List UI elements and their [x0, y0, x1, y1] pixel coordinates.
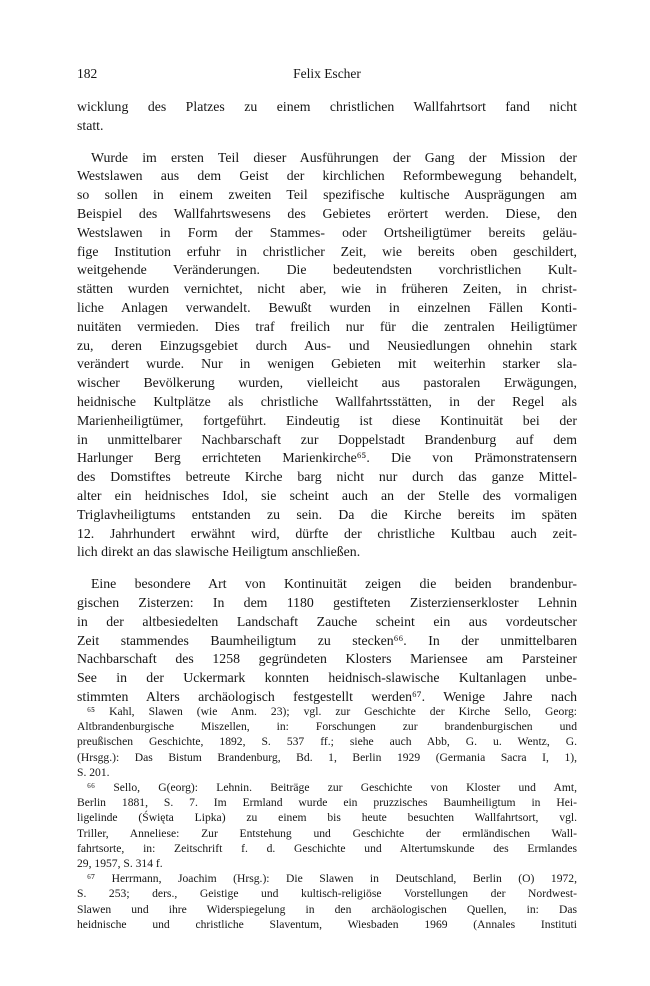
footnote-line: Triller, Anneliese: Zur Entstehung und Geschichte der ermländischen Wall-: [77, 826, 577, 840]
text-line: Zeit stammendes Baumheiligtum zu stecken⁶⁶. In der unmittelbaren: [77, 632, 577, 648]
text-line: in der altbesiedelten Landschaft Zauche scheint ein aus vordeutscher: [77, 613, 577, 629]
text-line: 12. Jahrhundert erwähnt wird, dürfte der christliche Kultbau auch zeit-: [77, 525, 577, 541]
text-line: des Domstiftes betreute Kirche barg nicht nur durch das ganze Mittel-: [77, 469, 577, 485]
footnote-line: ⁶⁷ Herrmann, Joachim (Hrsg.): Die Slawen in Deutschland, Berlin (O) 1972,: [87, 872, 577, 886]
text-line: zu, deren Einzugsgebiet durch Aus- und Neusiedlungen ohnehin stark: [77, 337, 577, 353]
running-title: Felix Escher: [293, 66, 361, 81]
text-line: lich direkt an das slawische Heiligtum anschließen.: [77, 544, 361, 560]
text-line: Eine besondere Art von Kontinuität zeigen die beiden brandenbur-: [91, 576, 577, 592]
footnote-line: heidnische und christliche Slaventum, Wiesbaden 1969 (Annales Instituti: [77, 917, 577, 931]
footnote-line: fahrtsorte, in: Zeitschrift f. d. Geschichte und Altertumskunde des Ermlandes: [77, 841, 577, 855]
footnote-line: ligelinde (Święta Lipka) zu einem bis heute besuchten Wallfahrtsort, vgl.: [77, 811, 577, 825]
text-line: verändert wurde. Nur in wenigen Gebieten mit weiterhin starker sla-: [77, 356, 577, 372]
footnote-line: preußischen Geschichte, 1892, S. 537 ff.; siehe auch Abb, G. u. Wentz, G.: [77, 735, 577, 749]
page-header: [77, 66, 577, 86]
text-line: statt.: [77, 117, 104, 133]
text-line: in unmittelbarer Nachbarschaft zur Doppelstadt Brandenburg auf dem: [77, 431, 577, 447]
footnote-line: Berlin 1881, S. 7. Im Ermland wurde ein pruzzisches Baumheiligtum in Hei-: [77, 796, 577, 810]
footnotes: [77, 704, 577, 932]
footnote-65: [77, 704, 577, 780]
text-line: Marienheiligtümer, fortgeführt. Eindeutig ist diese Kontinuität bei der: [77, 412, 577, 428]
text-line: Harlunger Berg errichteten Marienkirche⁶⁵. Die von Prämonstratensern: [77, 450, 577, 466]
text-line: Westslawen aus dem Geist der kirchlichen Reformbewegung behandelt,: [77, 168, 577, 184]
text-line: heidnische Kultplätze als christliche Wallfahrtsstätten, in der Regel als: [77, 393, 577, 409]
body-text: [77, 98, 577, 707]
text-line: Nachbarschaft des 1258 gegründeten Klosters Mariensee am Parsteiner: [77, 651, 577, 667]
text-line: See in der Uckermark konnten heidnisch-slawische Kultanlagen unbe-: [77, 670, 577, 686]
text-line: so sollen in einem zweiten Teil spezifische kultische Ausprägungen am: [77, 187, 577, 203]
text-line: stätten wurden vernichtet, nicht aber, wie in früheren Zeiten, in christ-: [77, 281, 577, 297]
footnote-67: [77, 871, 577, 932]
footnote-line: S. 253; ders., Geistige und kultisch-religiöse Vorstellungen der Nordwest-: [77, 887, 577, 901]
footnote-line: Slawen und ihre Widerspiegelung in den archäologischen Quellen, in: Das: [77, 902, 577, 916]
text-line: Beispiel des Wallfahrtswesens des Gebietes erörtert werden. Diese, den: [77, 205, 577, 221]
text-line: Westslawen in Form der Stammes- oder Ortsheiligtümer bereits geläu-: [77, 224, 577, 240]
paragraph: [77, 98, 577, 136]
text-line: nuitäten vermieden. Dies traf freilich nur für die zentralen Heiligtümer: [77, 318, 577, 334]
text-line: Wurde im ersten Teil dieser Ausführungen der Gang der Mission der: [91, 149, 577, 165]
text-line: wischer Bevölkerung wurden, vielleicht aus pastoralen Erwägungen,: [77, 375, 577, 391]
footnote-66: [77, 780, 577, 871]
text-line: wicklung des Platzes zu einem christlichen Wallfahrtsort fand nicht: [77, 99, 577, 114]
text-line: fige Institution erfuhr in christlicher Zeit, wie bereits oben geschildert,: [77, 243, 577, 259]
paragraph: [77, 575, 577, 707]
footnote-line: 29, 1957, S. 314 f.: [77, 857, 163, 871]
text-line: stimmten Alters archäologisch festgestellt werden⁶⁷. Wenige Jahre nach: [77, 688, 577, 704]
text-line: weitgehende Veränderungen. Die bedeutendsten vorchristlichen Kult-: [77, 262, 577, 278]
text-line: gischen Zisterzen: In dem 1180 gestifteten Zisterzienserkloster Lehnin: [77, 594, 577, 610]
footnote-line: ⁶⁵ Kahl, Slawen (wie Anm. 23); vgl. zur Geschichte der Kirche Sello, Georg:: [87, 705, 577, 718]
page-number: 182: [77, 66, 98, 81]
footnote-line: (Hrsgg.): Das Bistum Brandenburg, Bd. 1, Berlin 1929 (Germania Sacra I, 1),: [77, 750, 577, 764]
footnote-line: S. 201.: [77, 765, 110, 779]
footnote-line: ⁶⁶ Sello, G(eorg): Lehnin. Beiträge zur Geschichte von Kloster und Amt,: [87, 781, 577, 795]
text-line: liche Anlagen verwandelt. Bewußt wurden in einzelnen Fällen Konti-: [77, 299, 577, 315]
paragraph: [77, 149, 577, 563]
text-line: alter ein heidnisches Idol, sie scheint auch an der Stelle des vormaligen: [77, 487, 577, 503]
text-line: Triglavheiligtums entstanden zu sein. Da die Kirche bereits im späten: [77, 506, 577, 522]
footnote-line: Altbrandenburgische Miszellen, in: Forschungen zur brandenburgischen und: [77, 720, 577, 734]
